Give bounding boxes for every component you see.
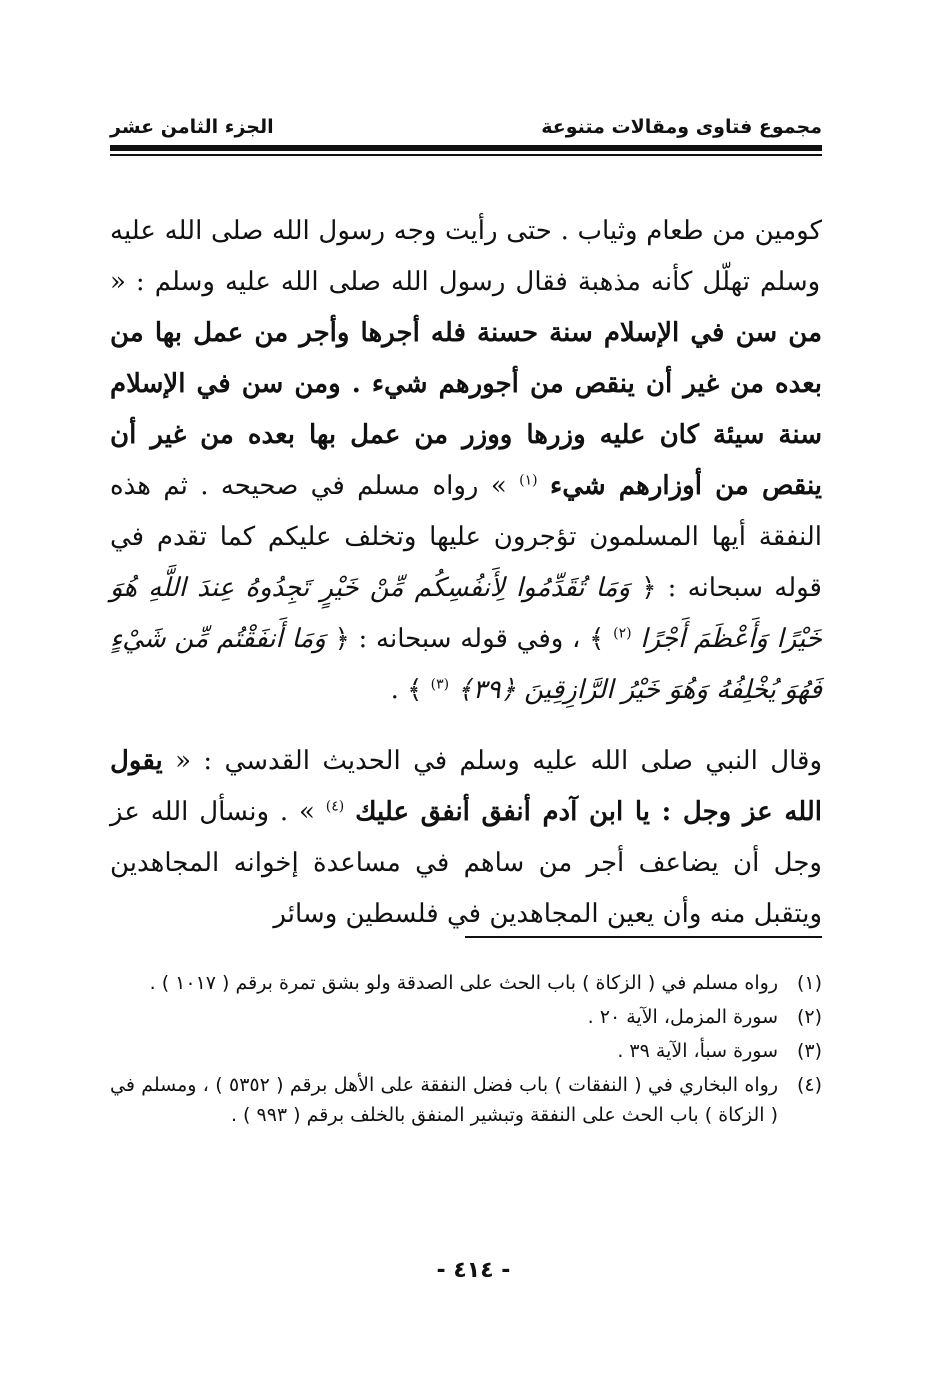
footnote-text: رواه مسلم في ( الزكاة ) باب الحث على الصدقة ولو بشق تمرة برقم ( ١٠١٧ ) . bbox=[149, 972, 778, 994]
page-number: - ٤١٤ - bbox=[436, 1258, 511, 1283]
text-segment: وقال النبي صلى الله عليه وسلم في الحديث القدسي : « bbox=[162, 746, 822, 776]
text-segment: » رواه مسلم في صحيحه . ثم هذه النفقة أيها المسلمون تؤجرون عليها وتخلف عليكم كما تقدم في قوله سبحانه : ﴿ bbox=[110, 471, 822, 603]
quran-verse: وَمَا أَنفَقْتُم مِّن شَيْءٍ فَهُوَ يُخْلِفُهُ وَهُوَ خَيْرُ الرَّازِقِينَ ﴿٣٩﴾ bbox=[110, 624, 822, 705]
text-segment: كومين من طعام وثياب . حتى رأيت وجه رسول الله صلى الله عليه وسلم تهلّل كأنه مذهبة فقال رسول الله صلى الله عليه وسلم : « bbox=[110, 216, 822, 297]
footnote-item bbox=[110, 1036, 822, 1066]
footnote-ref-4[interactable]: (٤) bbox=[325, 798, 345, 815]
footnote-separator bbox=[465, 936, 822, 938]
paragraph-2 bbox=[110, 736, 822, 940]
footnote-text: سورة المزمل، الآية ٢٠ . bbox=[587, 1006, 778, 1028]
footnote-number: (٤) bbox=[796, 1074, 822, 1096]
footnote-ref-3[interactable]: (٣) bbox=[430, 676, 450, 693]
footnote-text: رواه البخاري في ( النفقات ) باب فضل النفقة على الأهل برقم ( ٥٣٥٢ ) ، ومسلم في ( الزكاة ) باب الحث على النفقة وتبشير المنفق بالخلف برقم ( ٩٩٣ ) . bbox=[110, 1074, 778, 1126]
header-rule-thick bbox=[110, 145, 822, 151]
quran-verse: وَمَا تُقَدِّمُوا لِأَنفُسِكُم مِّنْ خَيْرٍ تَجِدُوهُ عِندَ اللَّهِ هُوَ خَيْرًا وَأَعْظَمَ أَجْرًا bbox=[110, 573, 823, 654]
footnote-ref-2[interactable]: (٢) bbox=[613, 625, 632, 642]
book-title: مجموع فتاوى ومقالات متنوعة bbox=[541, 116, 822, 138]
running-header bbox=[110, 112, 822, 142]
footnote-number: (٣) bbox=[796, 1040, 822, 1062]
main-text bbox=[110, 206, 822, 940]
footnote-text: سورة سبأ، الآية ٣٩ . bbox=[617, 1040, 778, 1062]
paragraph-1 bbox=[110, 206, 822, 716]
volume-label: الجزء الثامن عشر bbox=[110, 116, 274, 138]
footnotes bbox=[110, 968, 822, 1134]
hadith-text: من سن في الإسلام سنة حسنة فله أجرها وأجر من عمل بها من بعده من غير أن ينقص من أجورهم شيء . ومن سن في الإسلام سنة سيئة كان عليه وزرها ووزر من عمل بها بعده من غير أن ينقص من أوزارهم شيء bbox=[110, 318, 823, 501]
text-segment: ﴾ . bbox=[390, 675, 423, 705]
text-segment: ﴾ ، وفي قوله سبحانه : ﴿ bbox=[325, 624, 605, 654]
text-segment: » . ونسأل الله عز وجل أن يضاعف أجر من ساهم في مساعدة إخوانه المجاهدين ويتقبل منه وأن يعين المجاهدين في فلسطين وسائر bbox=[110, 797, 822, 929]
hadith-text: يقول الله عز وجل : يا ابن آدم أنفق أنفق عليك bbox=[110, 746, 823, 827]
footnote-item bbox=[110, 1002, 822, 1032]
footnote-item bbox=[110, 968, 822, 998]
footnote-number: (١) bbox=[796, 972, 822, 994]
header-rule-thin bbox=[110, 154, 822, 156]
footnote-item bbox=[110, 1070, 822, 1130]
footnote-ref-1[interactable]: (١) bbox=[519, 472, 538, 489]
footnote-number: (٢) bbox=[796, 1006, 822, 1028]
